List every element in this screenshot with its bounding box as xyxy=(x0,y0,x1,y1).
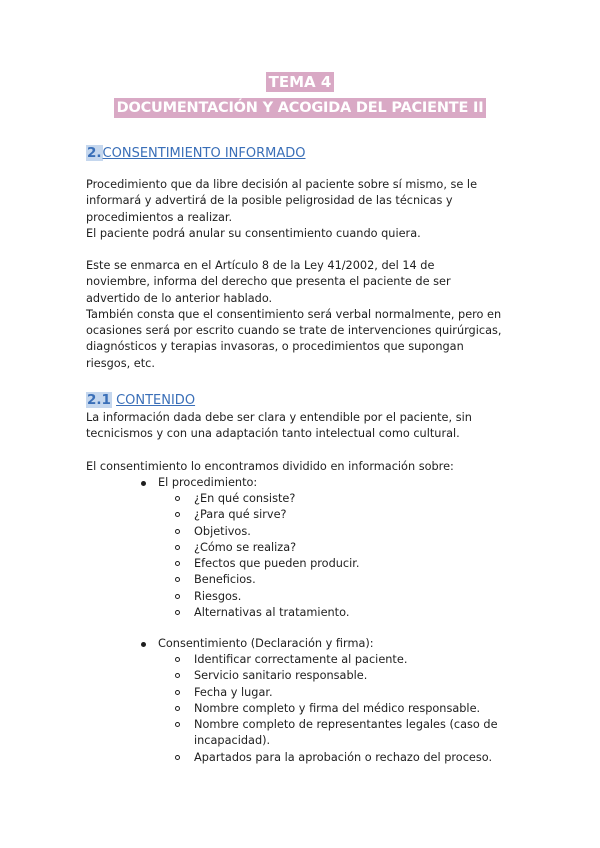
list-item xyxy=(194,750,514,766)
list-item xyxy=(194,701,514,717)
paragraph-procedimiento: Procedimiento que da libre decisión al paciente sobre sí mismo, se le informará y advertirá de la posible peligrosidad de las técnicas y procedimientos a realizar. El paciente podrá anular su consentimiento cuando quiera. xyxy=(86,178,478,240)
list-item xyxy=(158,475,518,491)
list-item xyxy=(194,491,514,507)
bullet-list-consentimiento xyxy=(158,636,518,652)
bullet-list-procedimiento xyxy=(158,475,518,491)
circle-bullet-icon xyxy=(175,690,180,695)
section-number: 2. xyxy=(87,145,102,161)
circle-bullet-icon xyxy=(175,594,180,599)
list-item xyxy=(194,540,514,556)
list-item-text: ¿En qué consiste? xyxy=(194,492,296,505)
circle-bullet-icon xyxy=(175,755,180,760)
circle-bullet-icon xyxy=(175,610,180,615)
list-item xyxy=(194,717,514,750)
title-line-1 xyxy=(0,72,600,92)
list-item xyxy=(194,668,514,684)
section-title: CONSENTIMIENTO INFORMADO xyxy=(102,146,306,161)
section-title: CONTENIDO xyxy=(116,393,196,408)
list-item xyxy=(194,572,514,588)
circle-bullet-icon xyxy=(175,545,180,550)
list-item xyxy=(194,605,514,621)
circle-bullet-icon xyxy=(175,673,180,678)
title-line-2 xyxy=(0,97,600,118)
list-item-text: Identificar correctamente al paciente. xyxy=(194,653,408,666)
circle-bullet-icon xyxy=(175,561,180,566)
list-item xyxy=(194,556,514,572)
paragraph-dividido: El consentimiento lo encontramos dividido en información sobre: xyxy=(86,460,454,473)
list-item-text: Beneficios. xyxy=(194,573,256,587)
list-item-text: Riesgos. xyxy=(194,589,242,603)
circle-bullet-icon xyxy=(175,512,180,517)
list-item xyxy=(194,652,514,668)
circle-bullet-icon xyxy=(175,657,180,662)
list-item xyxy=(158,636,518,652)
circle-bullet-icon xyxy=(175,529,180,534)
bullet-icon xyxy=(141,481,146,486)
list-item-label: Consentimiento (Declaración y firma): xyxy=(158,637,374,650)
list-item-text: Servicio sanitario responsable. xyxy=(194,669,368,683)
bullet-icon xyxy=(141,642,146,647)
list-item-text: Alternativas al tratamiento. xyxy=(194,606,350,620)
paragraph-informacion: La información dada debe ser clara y entendible por el paciente, sin tecnicismos y con una adaptación tanto intelectual como cultural. xyxy=(86,411,472,441)
list-item-text: Nombre completo de representantes legales (caso de incapacidad). xyxy=(194,718,498,748)
circle-bullet-icon xyxy=(175,706,180,711)
circle-bullet-icon xyxy=(175,496,180,501)
sub-list-procedimiento xyxy=(194,491,514,621)
section-heading-contenido xyxy=(86,391,195,410)
topic-title: TEMA 4 xyxy=(266,72,335,92)
list-item-text: Apartados para la aprobación o rechazo del proceso. xyxy=(194,750,493,764)
list-item xyxy=(194,589,514,605)
list-item-text: ¿Cómo se realiza? xyxy=(194,540,297,554)
section-number: 2.1 xyxy=(87,392,111,408)
list-item-text: ¿Para qué sirve? xyxy=(194,508,287,522)
list-item xyxy=(194,685,514,701)
document-title: DOCUMENTACIÓN Y ACOGIDA DEL PACIENTE II xyxy=(114,98,487,118)
list-item-text: Efectos que pueden producir. xyxy=(194,557,360,571)
section-heading-consentimiento xyxy=(86,144,305,163)
list-item-text: Objetivos. xyxy=(194,524,251,538)
list-item-text: Fecha y lugar. xyxy=(194,685,273,699)
paragraph-ley: Este se enmarca en el Artículo 8 de la Ley 41/2002, del 14 de noviembre, informa del derecho que presenta el paciente de ser advertido de lo anterior hablado. También consta que el consentimiento será verbal normalmente, pero en ocasiones será por escrito cuando se trate de intervenciones quirúrgicas, diagnósticos y terapias invasoras, o procedimientos que supongan riesgos, etc. xyxy=(86,259,502,370)
list-item xyxy=(194,524,514,540)
sub-list-consentimiento xyxy=(194,652,514,766)
list-item-text: Nombre completo y firma del médico responsable. xyxy=(194,701,481,715)
list-item-label: El procedimiento: xyxy=(158,476,258,489)
circle-bullet-icon xyxy=(175,577,180,582)
circle-bullet-icon xyxy=(175,722,180,727)
list-item xyxy=(194,507,514,523)
